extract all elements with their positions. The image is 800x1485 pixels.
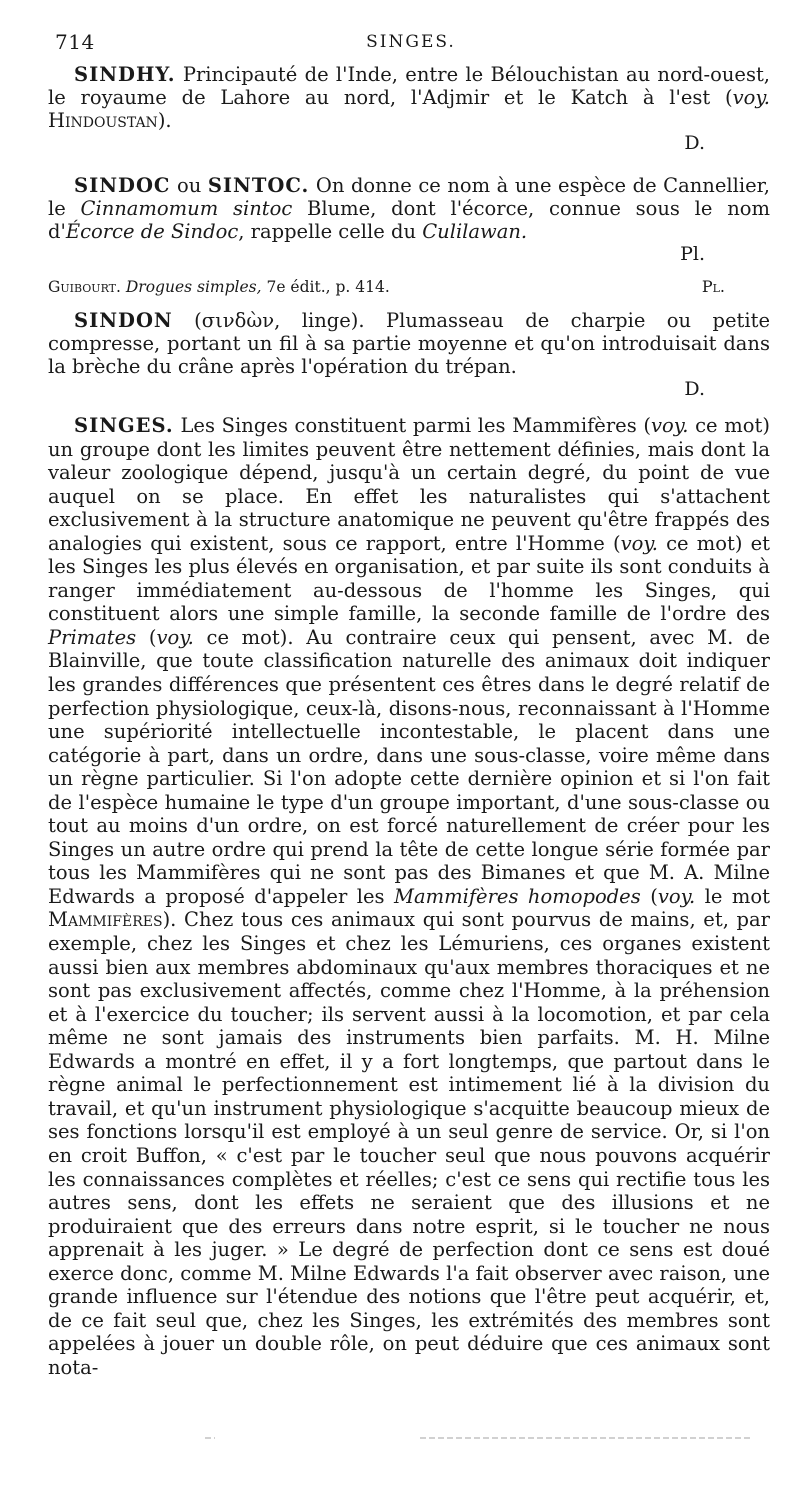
species-name: Cinnamomum sintoc: [80, 196, 293, 220]
bleed-through-mark: [205, 1437, 215, 1439]
author-signature: Pl.: [701, 277, 725, 297]
author-signature: D.: [684, 378, 705, 401]
entry-sindhy: [48, 64, 770, 155]
entry-sindoc-text: SINDOC ou SINTOC. On donne ce nom à une espèce de Cannellier, le Cinnamomum sintoc Blume, dont l'écorce, connue sous le nom d'Écorce de Sindoc, rappelle celle du Culilawan.: [48, 174, 770, 243]
entry-singes: [48, 414, 770, 1379]
author-signature: Pl.: [680, 243, 705, 266]
entry-singes-text: SINGES. Les Singes constituent parmi les Mammifères (voy. ce mot) un groupe dont les limites peuvent être nettement définies, mais dont la valeur zoologique dépend, jusqu'à un certain degré, du point de vue auquel on se place. En effet les naturalistes qui s'attachent exclusivement à la structure anatomique ne peuvent qu'être frappés des analogies qui existent, sous ce rapport, entre l'Homme (voy. ce mot) et les Singes les plus élevés en organisation, et par suite ils sont conduits à ranger immédiatement au-dessous de l'homme les Singes, qui constituent alors une simple famille, la seconde famille de l'ordre des Primates (voy. ce mot). Au contraire ceux qui pensent, avec M. de Blainville, que toute classification naturelle des animaux doit indiquer les grandes différences que présentent ces êtres dans le degré relatif de perfection physiologique, ceux-là, disons-nous, reconnaissant à l'Homme une supériorité intellectuelle incontestable, le placent dans une catégorie à part, dans un ordre, dans une sous-classe, voire même dans un règne particulier. Si l'on adopte cette dernière opinion et si l'on fait de l'espèce humaine le type d'un groupe important, d'une sous-classe ou tout au moins d'un ordre, on est forcé naturellement de créer pour les Singes un autre ordre qui prend la tête de cette longue série formée par tous les Mammifères qui ne sont pas des Bimanes et que M. A. Milne Edwards a proposé d'appeler les Mammifères homopodes (voy. le mot Mammifères). Chez tous ces animaux qui sont pourvus de mains, et, par exemple, chez les Singes et chez les Lémuriens, ces organes existent aussi bien aux membres abdominaux qu'aux membres thoraciques et ne sont pas exclusivement affectés, comme chez l'Homme, à la préhension et à l'exercice du toucher; ils servent aussi à la locomotion, et par cela même ne sont jamais des instruments bien parfaits. M. H. Milne Edwards a montré en effet, il y a fort longtemps, que partout dans le règne animal le perfectionnement est intimement lié à la division du travail, et qu'un instrument physiologique s'acquitte beaucoup mieux de ses fonctions lorsqu'il est employé à un seul genre de service. Or, si l'on en croit Buffon, « c'est par le toucher seul que nous pouvons acquérir les connaissances complètes et réelles; c'est ce sens qui rectifie tous les autres sens, dont les effets ne seraient que des illusions et ne produiraient que des erreurs dans notre esprit, si le toucher ne nous apprenait à les juger. » Le degré de perfection dont ce sens est doué exerce donc, comme M. Milne Edwards l'a fait observer avec raison, une grande influence sur l'étendue des notions que l'être peut acquérir, et, de ce fait seul que, chez les Singes, les extrémités des membres sont appelées à jouer un double rôle, on peut déduire que ces animaux sont nota-: [48, 414, 771, 1379]
bibliographic-reference: Guibourt. Drogues simples, 7e édit., p. 414. Pl.: [48, 276, 770, 299]
bleed-through-line: [420, 1437, 750, 1439]
page-number: 714: [55, 30, 95, 54]
voy-ref: voy.: [732, 85, 770, 109]
entry-sindoc: [48, 175, 770, 299]
entry-sindon: [48, 310, 770, 401]
headword: SINGES.: [74, 414, 174, 437]
author-signature: D.: [684, 132, 705, 155]
entry-sindhy-text: SINDHY. Principauté de l'Inde, entre le Bélouchistan au nord-ouest, le royaume de Lahore au nord, l'Adjmir et le Katch à l'est (voy. Hindoustan).: [48, 63, 770, 132]
entry-sindon-text: SINDON (σινδὼν, linge). Plumasseau de charpie ou petite compresse, portant un fil à sa partie moyenne et qu'on introduisait dans la brèche du crâne après l'opération du trépan.: [48, 309, 770, 378]
headword-variant: SINTOC.: [207, 174, 310, 197]
headword: SINDHY.: [74, 63, 176, 86]
page-header: [55, 30, 767, 60]
running-head: SINGES.: [366, 32, 456, 52]
headword: SINDON: [74, 309, 173, 332]
headword: SINDOC: [74, 174, 171, 197]
cross-reference: Hindoustan: [48, 108, 158, 132]
